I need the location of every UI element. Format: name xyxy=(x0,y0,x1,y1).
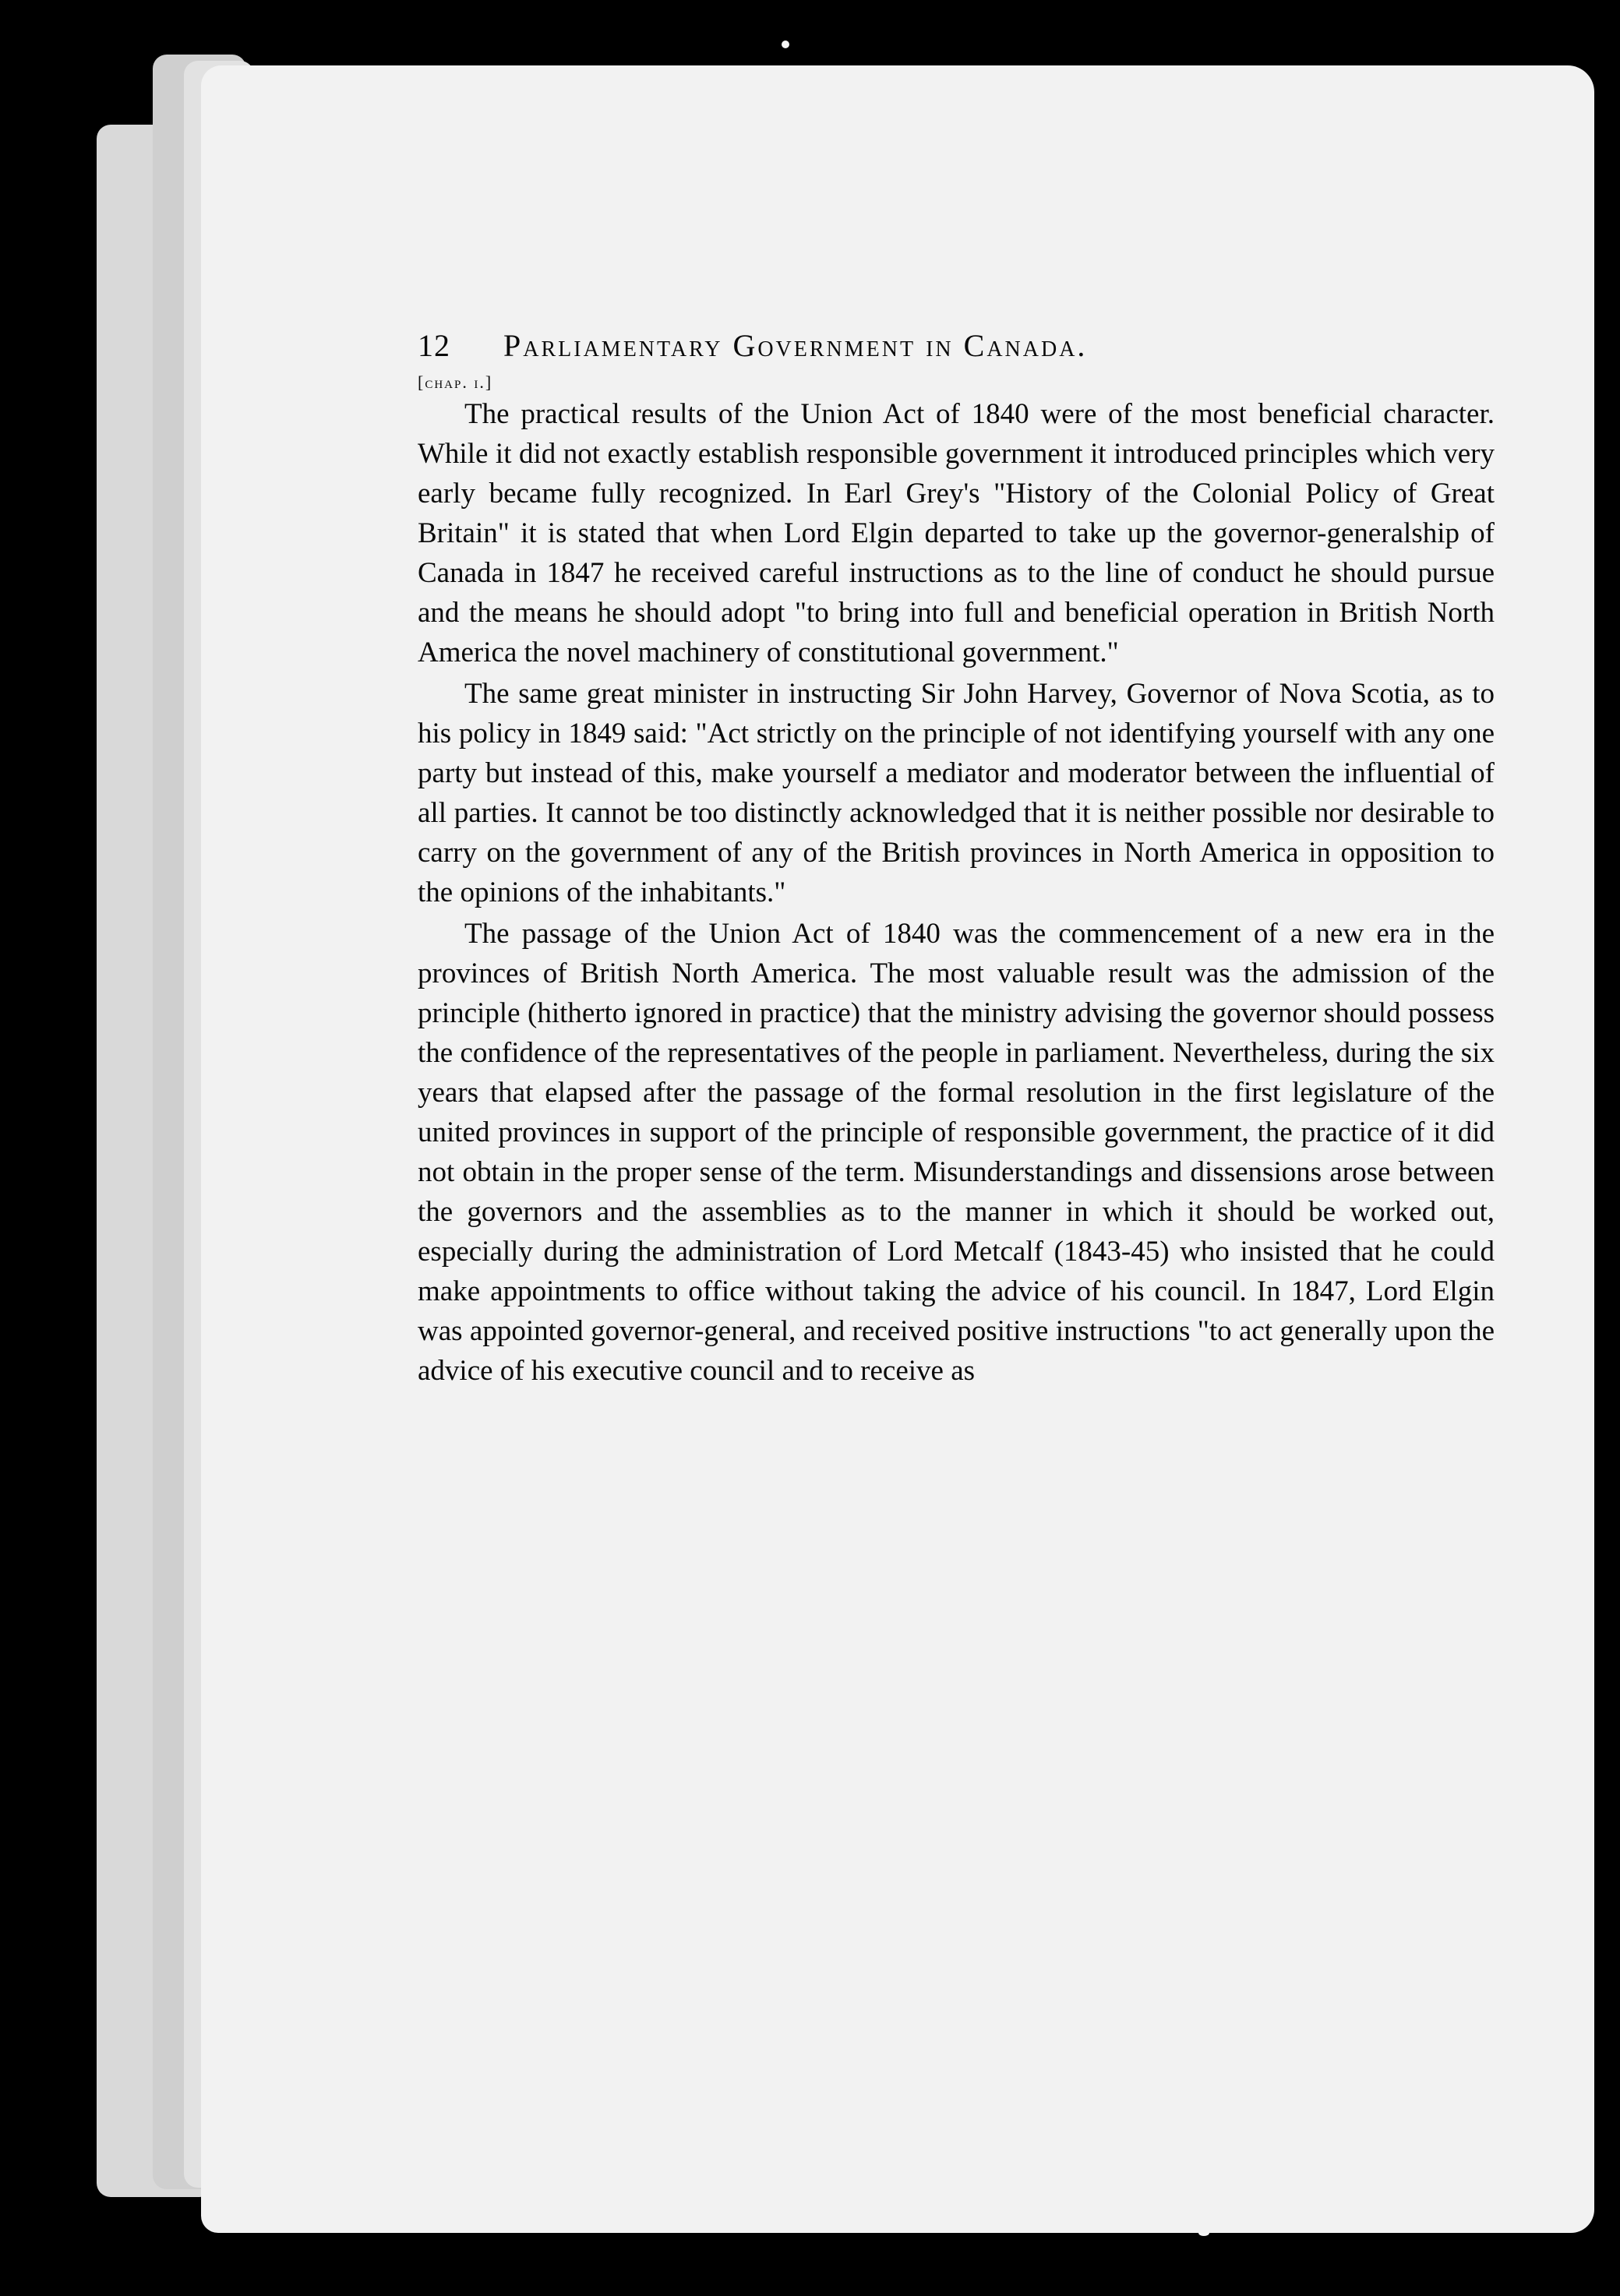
paragraph: The passage of the Union Act of 1840 was the commencement of a new era in the provinces of British North America. The most valuable result was the admission of the principle (hitherto ignored in practice) that the ministry advising the governor should possess the confidence of the representatives of the people in parliament. Nevertheless, during the six years that elapsed after the passage of the formal resolution in the first legislature of the united provinces in support of the principle of responsible government, the practice of it did not obtain in the proper sense of the term. Misunderstandings and dissensions arose between the governors and the assemblies as to the manner in which it should be worked out, especially during the administration of Lord Metcalf (1843-45) who insisted that he could make appointments to office without taking the advice of his council. In 1847, Lord Elgin was appointed governor-general, and received positive instructions "to act generally upon the advice of his executive council and to receive as xyxy=(418,918,1495,1387)
running-head xyxy=(418,326,1495,371)
page-text xyxy=(418,326,1495,1391)
paragraph: The practical results of the Union Act of 1840 were of the most beneficial character. While it did not exactly establish responsible government it introduced principles which very early became fully recognized. In Earl Grey's "History of the Colonial Policy of Great Britain" it is stated that when Lord Elgin departed to take up the governor-generalship of Canada in 1847 he received careful instructions as to the line of conduct he should pursue and the means he should adopt "to bring into full and beneficial operation in British North America the novel machinery of constitutional government." xyxy=(418,398,1495,668)
running-head-title: Parliamentary Government in Canada. xyxy=(503,328,1088,363)
scan-speck xyxy=(782,41,789,48)
page-number: 12 xyxy=(418,328,450,363)
paragraph: The same great minister in instructing Sir John Harvey, Governor of Nova Scotia, as to his policy in 1849 said: "Act strictly on the principle of not identifying yourself with any one party but instead of this, make yourself a mediator and moderator between the influential of all parties. It cannot be too distinctly acknowledged that it is neither possible nor desirable to carry on the government of any of the British provinces in North America in opposition to the opinions of the inhabitants." xyxy=(418,678,1495,908)
chapter-reference: [chap. i.] xyxy=(418,372,493,392)
